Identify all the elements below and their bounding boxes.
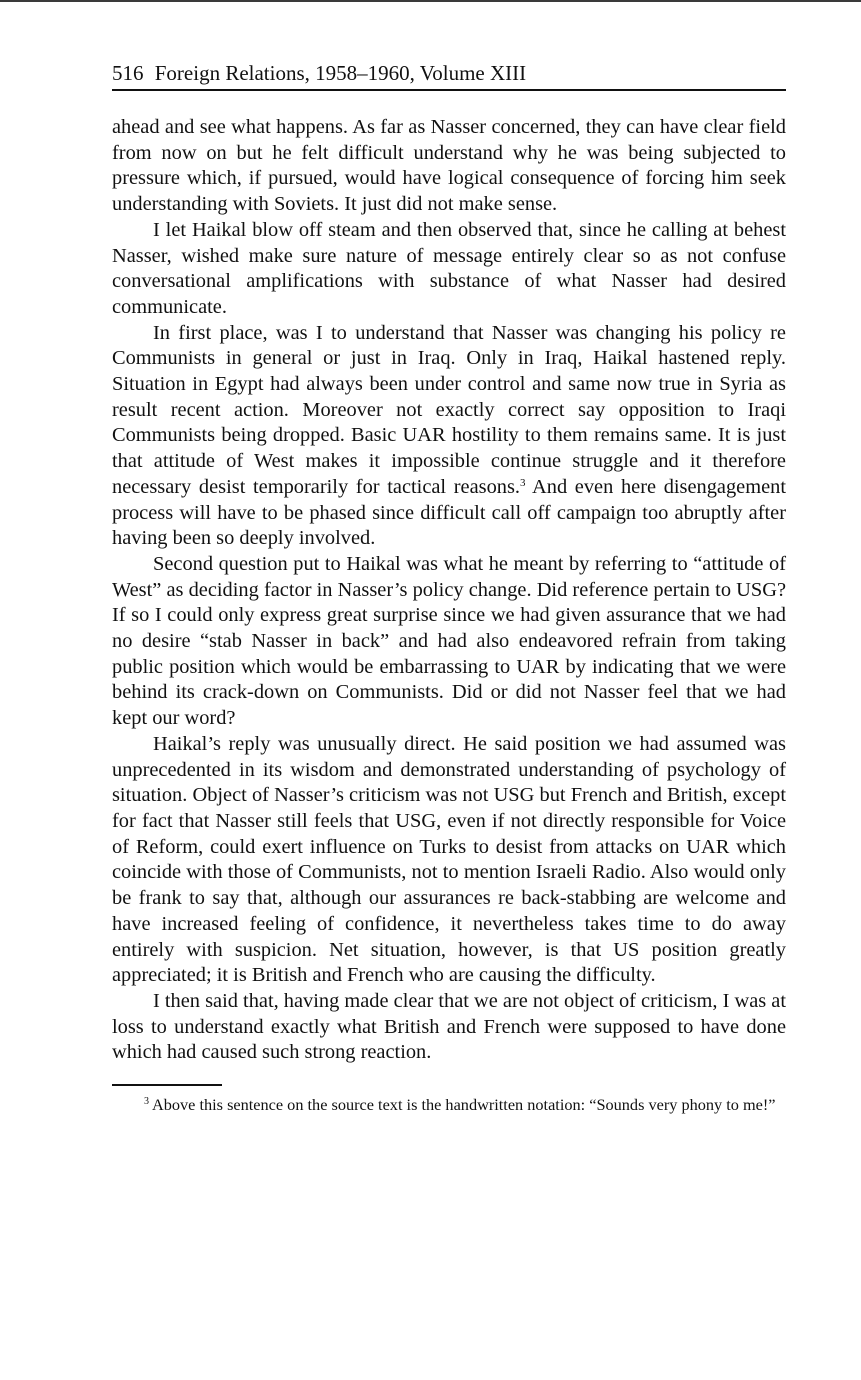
- footnote-separator: [112, 1084, 222, 1086]
- paragraph-1: ahead and see what happens. As far as Nasser concerned, they can have clear field from now on but he felt difficult understand why he was being subjected to pressure which, if pursued, would have logical consequence of forcing him seek understanding with Soviets. It just did not make sense.: [112, 116, 786, 216]
- page-top-edge-rule: [0, 0, 861, 2]
- footnote-text: Above this sentence on the source text is the handwritten notation: “Sounds very phony to me!”: [152, 1095, 776, 1115]
- document-page: [112, 58, 786, 1115]
- page-number: 516: [112, 61, 144, 85]
- body-text: [112, 115, 786, 1066]
- footnote-reference-3: 3: [520, 476, 526, 489]
- paragraph-4: Second question put to Haikal was what he meant by referring to “attitude of West” as deciding factor in Nasser’s policy change. Did reference pertain to USG? If so I could only express great surprise since we had given assurance that we had no desire “stab Nasser in back” and had also endeavored refrain from taking public position which would be embarrassing to UAR by indicating that we were behind its crack-down on Communists. Did or did not Nasser feel that we had kept our word?: [112, 552, 786, 730]
- paragraph-3: [112, 321, 786, 552]
- paragraph-3-before-note: In first place, was I to understand that Nasser was changing his policy re Communists in general or just in Iraq. Only in Iraq, Haikal hastened reply. Situation in Egypt had always been under control and same now true in Syria as result recent action. Moreover not exactly correct say opposition to Iraqi Communists being dropped. Basic UAR hostility to them remains same. It is just that attitude of West makes it impossible continue struggle and it therefore necessary desist temporarily for tactical reasons.: [112, 321, 786, 498]
- volume-title: Foreign Relations, 1958–1960, Volume XIII: [154, 61, 527, 85]
- paragraph-3-after-note: And even here disengagement process will have to be phased since difficult call off campaign too abruptly after having been so deeply involved.: [112, 475, 786, 550]
- paragraph-5: Haikal’s reply was unusually direct. He said position we had assumed was unprecedented in its wisdom and demonstrated understanding of psychology of situation. Object of Nasser’s criticism was not USG but French and British, except for fact that Nasser still feels that USG, even if not directly responsible for Voice of Reform, could exert influence on Turks to desist from attacks on UAR which coincide with those of Communists, not to mention Israeli Radio. Also would only be frank to say that, although our assurances re back-stabbing are welcome and have increased feeling of confidence, it nevertheless takes time to do away entirely with suspicion. Net situation, however, is that US position greatly appreciated; it is British and French who are causing the difficulty.: [112, 732, 786, 987]
- running-header: [112, 58, 786, 91]
- paragraph-2: I let Haikal blow off steam and then observed that, since he calling at behest Nasser, wished make sure nature of message entirely clear so as not confuse conversational amplifications with substance of what Nasser had desired communicate.: [112, 218, 786, 318]
- footnote-number: 3: [144, 1096, 149, 1108]
- footnote-3: [112, 1094, 786, 1115]
- paragraph-6: I then said that, having made clear that we are not object of criticism, I was at loss to understand exactly what British and French were supposed to have done which had caused such strong reaction.: [112, 989, 787, 1064]
